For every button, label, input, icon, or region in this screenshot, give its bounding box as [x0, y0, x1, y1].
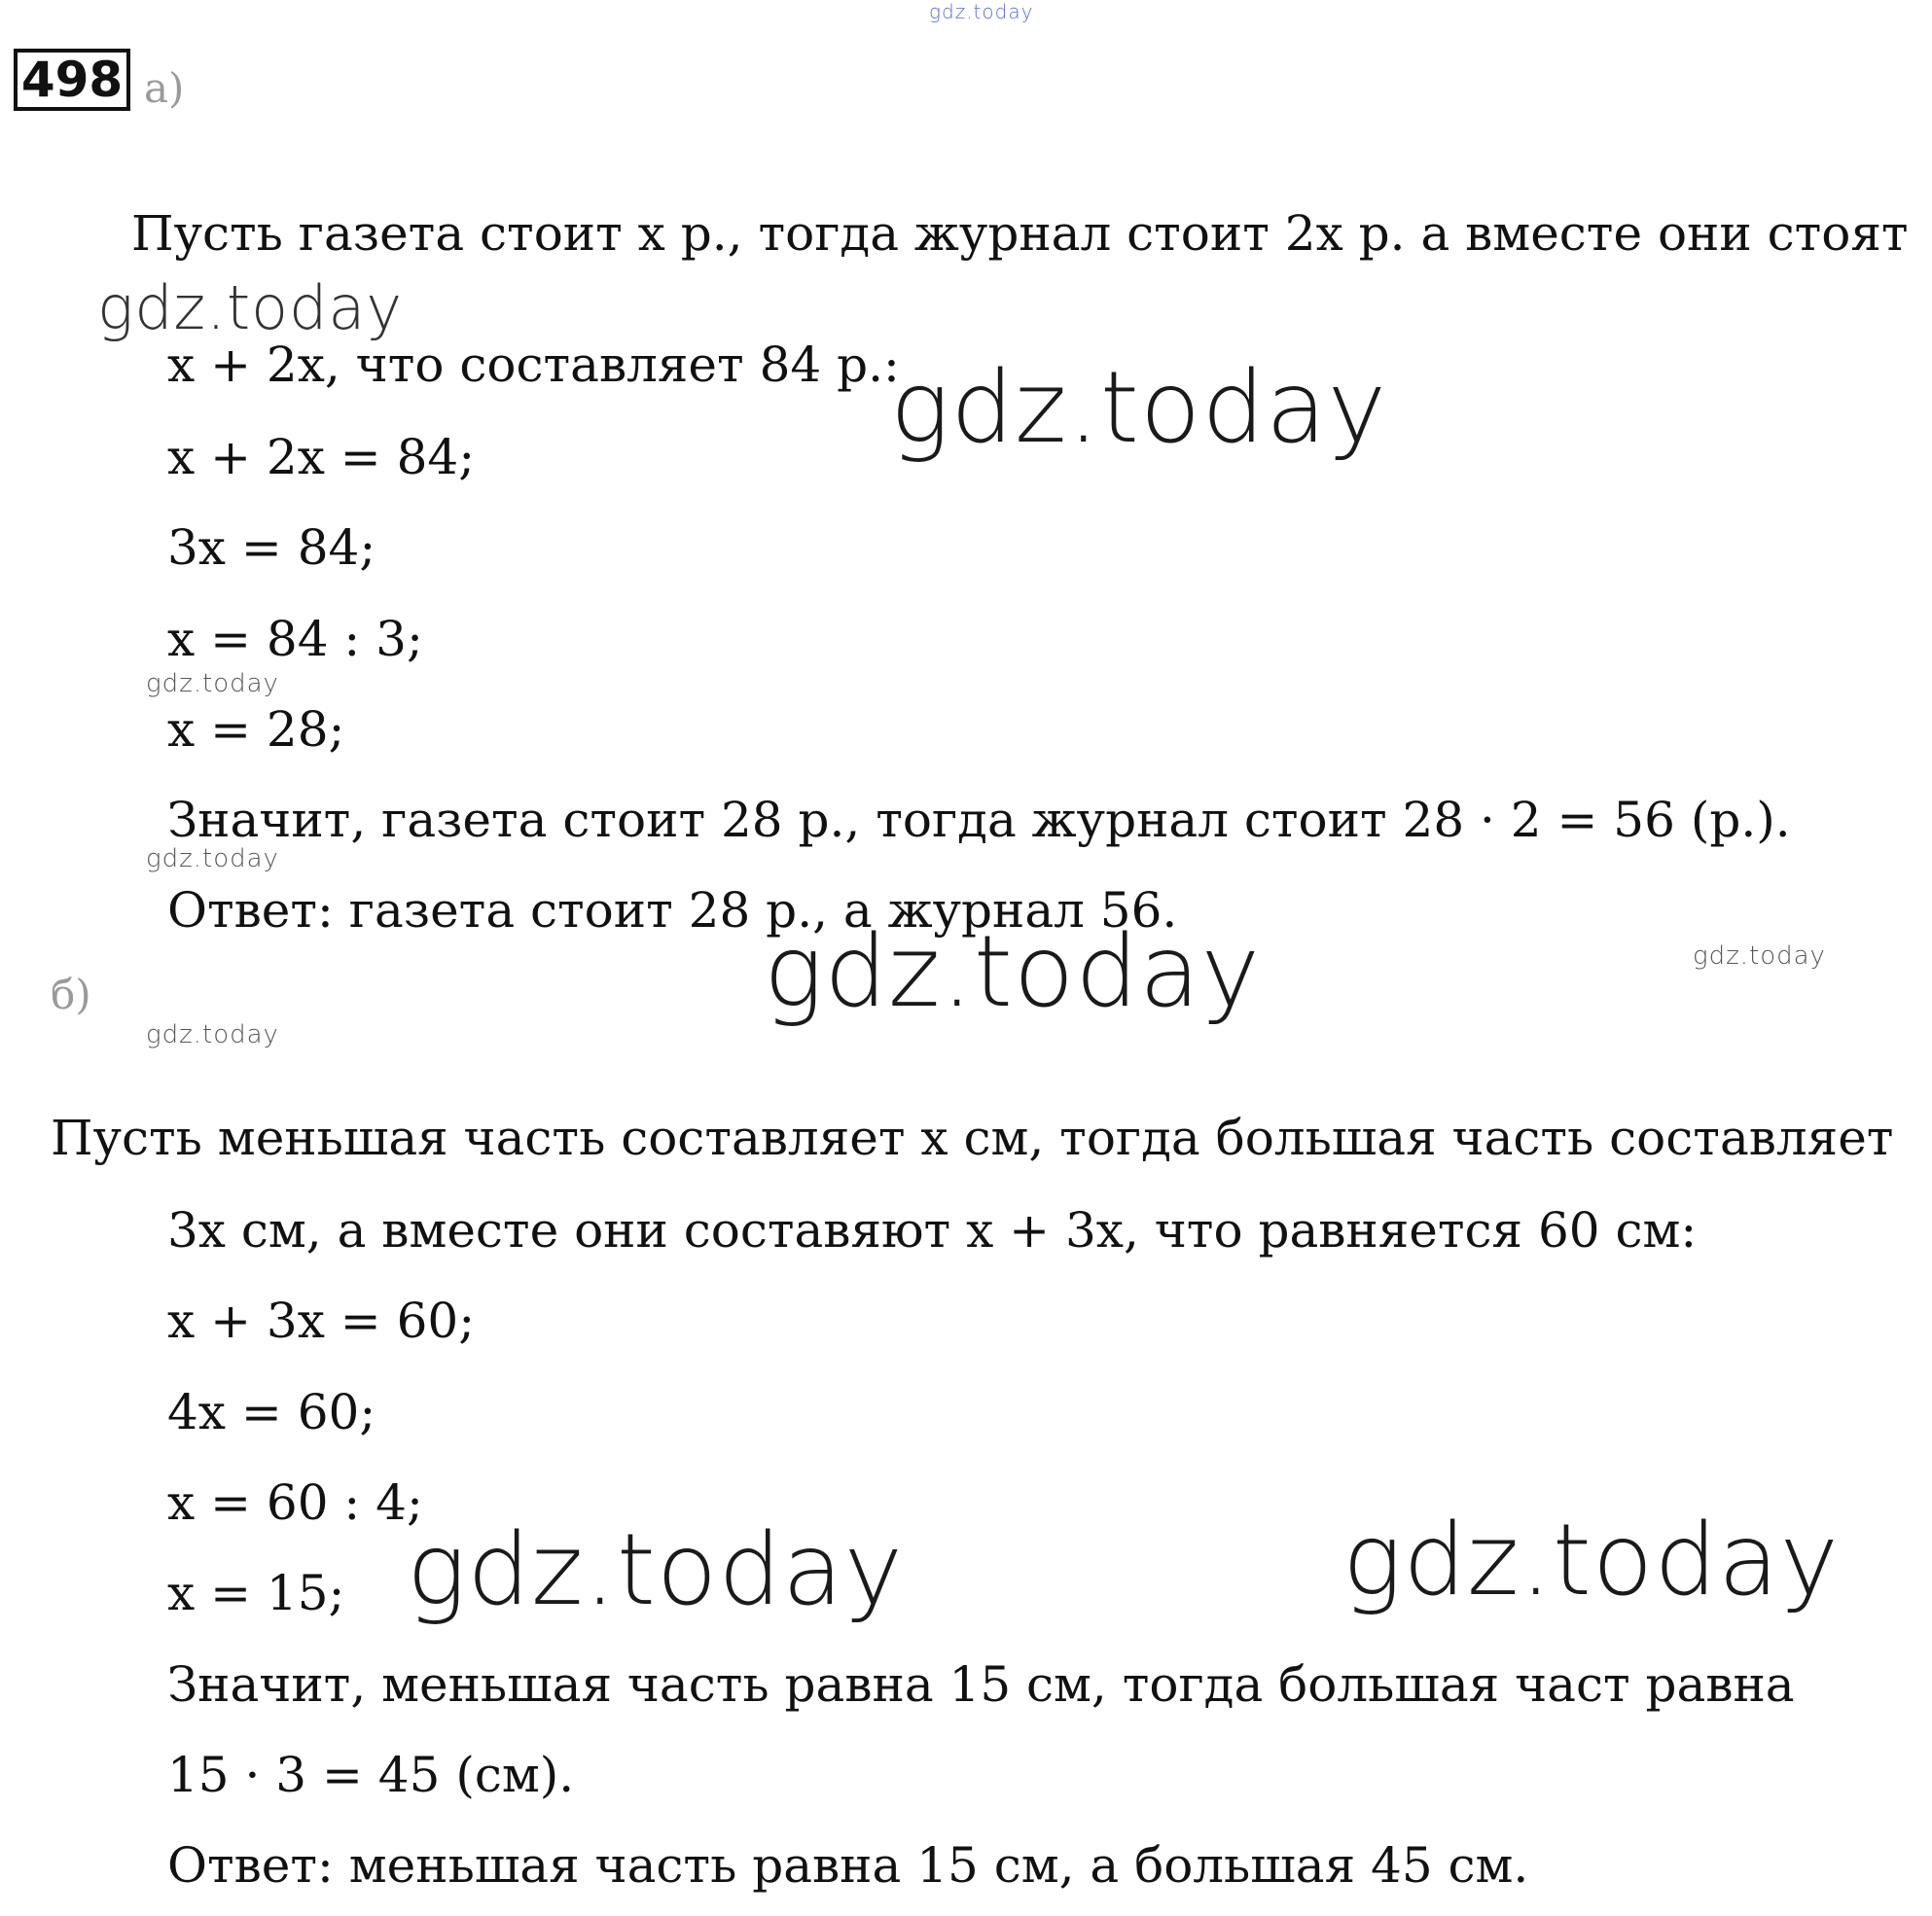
- watermark-1: gdz.today: [97, 272, 404, 343]
- watermark-3: gdz.today: [146, 669, 279, 698]
- part-b-line-1: Пусть меньшая часть составляет x см, тогда большая часть составляет: [51, 1110, 1894, 1166]
- watermark-5: gdz.today: [764, 914, 1261, 1030]
- part-a-line-5: x = 84 : 3;: [167, 611, 423, 667]
- part-b-line-9: Ответ: меньшая часть равна 15 см, а большая 45 см.: [167, 1837, 1529, 1894]
- part-b-line-3: x + 3x = 60;: [167, 1293, 476, 1349]
- part-a-label: а): [144, 64, 185, 112]
- part-a-line-2: x + 2x, что составляет 84 р.:: [167, 337, 900, 393]
- part-b-label: б): [51, 971, 91, 1018]
- watermark-9: gdz.today: [1342, 1503, 1840, 1618]
- part-b-line-7: Значит, меньшая часть равна 15 см, тогда большая част равна: [167, 1656, 1795, 1713]
- watermark-7: gdz.today: [146, 1020, 279, 1049]
- watermark-2: gdz.today: [890, 350, 1387, 466]
- part-a-line-1: Пусть газета стоит x р., тогда журнал стоит 2x р. а вместе они стоят: [131, 205, 1909, 262]
- task-number: 498: [14, 49, 130, 111]
- part-a-line-4: 3x = 84;: [167, 519, 376, 576]
- part-b-line-5: x = 60 : 4;: [167, 1474, 423, 1531]
- part-b-line-2: 3x см, а вместе они составяют x + 3x, что равняется 60 см:: [167, 1202, 1698, 1259]
- watermark-4: gdz.today: [146, 844, 279, 873]
- part-b-line-4: 4x = 60;: [167, 1384, 376, 1440]
- watermark-8: gdz.today: [407, 1512, 904, 1628]
- part-b-line-6: x = 15;: [167, 1565, 345, 1621]
- watermark-top: gdz.today: [929, 0, 1034, 23]
- part-a-line-7: Значит, газета стоит 28 р., тогда журнал стоит 28 · 2 = 56 (р.).: [167, 792, 1791, 848]
- part-a-line-8: Ответ: газета стоит 28 р., а журнал 56.: [167, 882, 1178, 939]
- part-b-line-8: 15 · 3 = 45 (см).: [167, 1747, 575, 1803]
- part-a-line-3: x + 2x = 84;: [167, 429, 476, 485]
- watermark-6: gdz.today: [1693, 941, 1826, 971]
- part-a-line-6: x = 28;: [167, 701, 345, 758]
